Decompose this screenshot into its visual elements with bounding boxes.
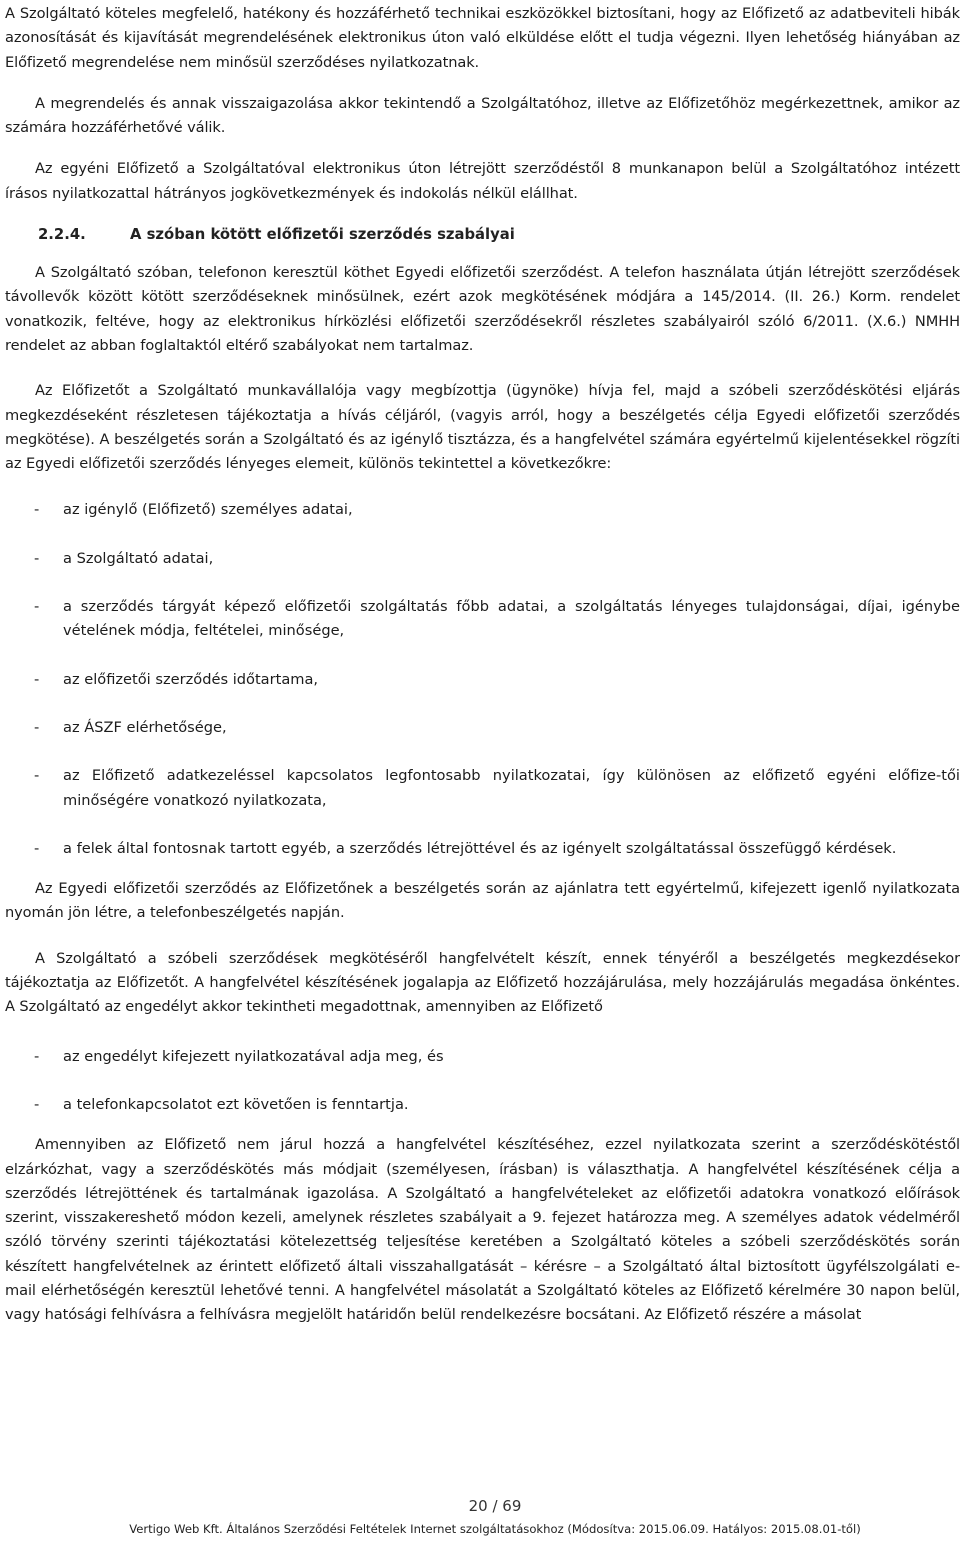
dash-bullet: - [34, 501, 40, 519]
contract-elements-list [5, 498, 960, 861]
list-item: - az engedélyt kifejezett nyilatkozatával adja meg, és [5, 1045, 960, 1069]
list-item: - a telefonkapcsolatot ezt követően is fenntartja. [5, 1093, 960, 1117]
consent-conditions-list [5, 1045, 960, 1118]
paragraph-oral-contract: A Szolgáltató szóban, telefonon keresztül köthet Egyedi előfizetői szerződést. A telefon használata útján létrejött szerződések távollevők között kötött szerződéseknek minősülnek, ezért azok megkötésének módjára a 145/2014. (II. 26.) Korm. rendelet vonatkozik, feltéve, hogy az elektronikus hírközlési előfizetői szerződésekről részletes szabályairól szóló 6/2011. (X.6.) NMHH rendelet az abban foglaltaktól eltérő szabályokat nem tartalmaz. [5, 264, 960, 354]
footer-note: Vertigo Web Kft. Általános Szerződési Feltételek Internet szolgáltatásokhoz (Módosítva: 2015.06.09. Hatályos: 2015.08.01-től) [129, 1522, 861, 1536]
dash-bullet: - [34, 718, 40, 736]
paragraph-order-confirmation: A megrendelés és annak visszaigazolása akkor tekintendő a Szolgáltatóhoz, illetve az Előfizetőhöz megérkezettnek, amikor az számára hozzáférhetővé válik. [5, 94, 960, 137]
paragraph-recording-rules: Amennyiben az Előfizető nem járul hozzá a hangfelvétel készítéséhez, ezzel nyilatkozata szerint a szerződéskötéstől elzárkózhat, vagy a szerződéskötés más módjait (személyesen, írásban) is választhatja. A hangfelvétel készítésének célja a szerződés létrejöttének és tartalmának igazolása. A Szolgáltató a hangfelvételeket az előfizetői adatokra vonatkozó előírások szerint, visszakereshető módon kezeli, amelynek részletes szabályait a 9. fejezet határozza meg. A személyes adatok védelméről szóló törvény szerinti tájékoztatási kötelezettség teljesítése keretében a Szolgáltató köteles a szóbeli szerződéskötés során készített hangfelvételnek az érintett előfizető általi visszahallgatását – kérésre – a Szolgáltató által biztosított ügyfélszolgálati e-mail elérhetőségén keresztül lehetővé tenni. A hangfelvétel másolatát a Szolgáltató köteles az Előfizető kérelmére 30 napon belül, vagy hatósági felhívásra a felhívásra megjelölt határidőn belül rendelkezésre bocsátani. Az Előfizető részére a másolat [5, 1136, 960, 1324]
paragraph-contract-formation: Az Egyedi előfizetői szerződés az Előfizetőnek a beszélgetés során az ajánlatra tett egyértelmű, kifejezett igenlő nyilatkozata nyomán jön létre, a telefonbeszélgetés napján. [5, 880, 960, 922]
paragraph-input-error-correction: A Szolgáltató köteles megfelelő, hatékony és hozzáférhető technikai eszközökkel biztosítani, hogy az Előfizető az adatbeviteli hibák azonosítását és kijavítását megrendelésének elektronikus úton való elküldése előtt el tudja végezni. Ilyen lehetőség hiányában az Előfizető megrendelése nem minősül szerződéses nyilatkozatnak. [5, 5, 960, 71]
section-heading [5, 223, 960, 247]
section-number: 2.2.4. [38, 226, 86, 244]
page-number: 20 / 69 [468, 1497, 522, 1515]
list-item: - a szerződés tárgyát képező előfizetői szolgáltatás főbb adatai, a szolgáltatás lényeges tulajdonságai, díjai, igénybe vételének módja, feltételei, minősége, [5, 595, 960, 644]
dash-bullet: - [34, 598, 40, 616]
section-title: A szóban kötött előfizetői szerződés szabályai [130, 226, 515, 244]
dash-bullet: - [34, 839, 40, 857]
list-item: - az igénylő (Előfizető) személyes adatai, [5, 498, 960, 522]
dash-bullet: - [34, 1095, 40, 1113]
dash-bullet: - [34, 670, 40, 688]
list-item: - az ÁSZF elérhetősége, [5, 716, 960, 740]
paragraph-call-procedure: Az Előfizetőt a Szolgáltató munkavállalója vagy megbízottja (ügynöke) hívja fel, majd a szóbeli szerződéskötési eljárás megkezdéseként részletesen tájékoztatja a hívás céljáról, (vagyis arról, hogy a beszélgetés célja Egyedi előfizetői szerződés megkötése). A beszélgetés során a Szolgáltató és az igénylő tisztázza, és a hangfelvétel számára egyértelmű kijelentésekkel rögzíti az Egyedi előfizetői szerződés lényeges elemeit, különös tekintettel a következőkre: [5, 382, 960, 473]
dash-bullet: - [34, 549, 40, 567]
page-footer [0, 1496, 960, 1537]
paragraph-withdrawal-right: Az egyéni Előfizető a Szolgáltatóval elektronikus úton létrejött szerződéstől 8 munkanapon belül a Szolgáltatóhoz intézett írásos nyilatkozattal hátrányos jogkövetkezmények és indokolás nélkül elállhat. [5, 160, 960, 202]
paragraph-recording: A Szolgáltató a szóbeli szerződések megkötéséről hangfelvételt készít, ennek tényéről a beszélgetés megkezdésekor tájékoztatja az Előfizetőt. A hangfelvétel készítésének jogalapja az Előfizető hozzájárulása, mely hozzájárulás megadása önkéntes. A Szolgáltató az engedélyt akkor tekintheti megadottnak, amennyiben az Előfizető [5, 949, 960, 1016]
list-item: - a felek által fontosnak tartott egyéb, a szerződés létrejöttével és az igényelt szolgáltatással összefüggő kérdések. [5, 837, 960, 861]
page-content [5, 2, 960, 1328]
list-item: - a Szolgáltató adatai, [5, 547, 960, 571]
list-item: - az előfizetői szerződés időtartama, [5, 668, 960, 692]
list-item: - az Előfizető adatkezeléssel kapcsolatos legfontosabb nyilatkozatai, így különösen az előfizető egyéni előfize-tői minőségére vonatkozó nyilatkozata, [5, 764, 960, 813]
dash-bullet: - [34, 1047, 40, 1065]
dash-bullet: - [34, 767, 40, 785]
